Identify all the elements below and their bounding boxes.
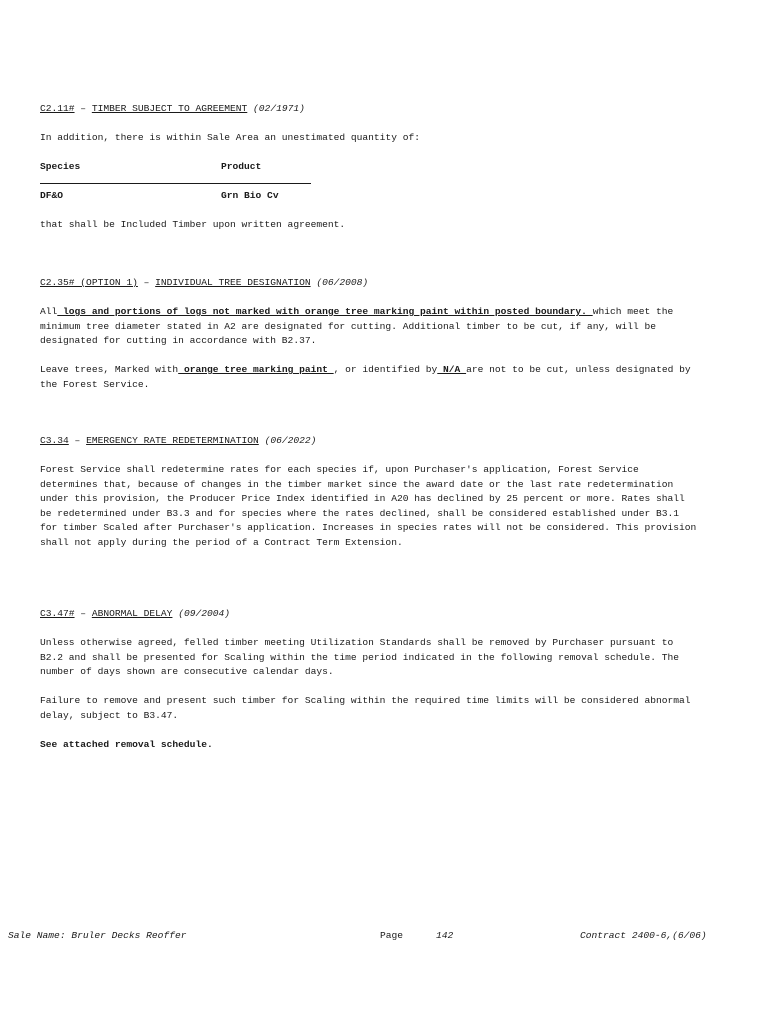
section-heading-c2-11 xyxy=(40,102,700,117)
paragraph-c3-47-failure: Failure to remove and present such timber for Scaling within the required time limits will be considered abnormal delay, subject to B3.47. xyxy=(40,695,691,721)
section-separator: – xyxy=(137,277,156,288)
section-code: C3.47# xyxy=(40,608,75,619)
footer-page-number: 142 xyxy=(436,930,454,941)
paragraph-c3-34-body: Forest Service shall redetermine rates for each species if, upon Purchaser's application, Forest Service determines that, because of changes in the timber market since the award date or the last rate redetermination under this provision, the Producer Price Index identified in A20 has declined by 25 percent or more. Rates shall be redetermined under B3.3 and for species where the rates declined, shall be considered established under B3.1 for timber Scaled after Purchaser's application. Increases in species rates will not be considered. This provision shall not apply during the period of a Contract Term Extension. xyxy=(40,464,697,548)
table-header-row xyxy=(40,160,700,175)
footer-page-label: Page xyxy=(380,930,404,941)
section-title: EMERGENCY RATE REDETERMINATION xyxy=(86,435,259,446)
footer-sale-name: Sale Name: Bruler Decks Reoffer xyxy=(8,930,187,941)
removal-schedule-note: See attached removal schedule. xyxy=(40,739,213,750)
section-date: (06/2008) xyxy=(316,277,369,288)
section-code: C2.11# xyxy=(40,103,75,114)
text-run: which meet the minimum tree diameter stated in A2 are designated for cutting. Additional timber to be cut, if any, will be designated for cutting in accordance with B2.37. xyxy=(40,306,674,347)
section-title: ABNORMAL DELAY xyxy=(91,608,173,619)
section-separator: – xyxy=(74,608,92,619)
text-run: , or identified by xyxy=(333,364,438,375)
table-header-species: Species xyxy=(40,161,81,172)
section-code: C2.35# (OPTION 1) xyxy=(40,277,138,288)
text-run: Leave trees, Marked with xyxy=(40,364,179,375)
text-run: are not to be cut, unless designated by the Forest Service. xyxy=(40,364,691,390)
footer-contract: Contract 2400-6,(6/06) xyxy=(580,930,707,941)
paragraph-c2-35-leave-trees xyxy=(40,363,700,392)
section-heading-c3-34 xyxy=(40,434,700,449)
fill-in-identified: N/A xyxy=(437,364,467,375)
section-title: INDIVIDUAL TREE DESIGNATION xyxy=(155,277,311,288)
paragraph-c2-35-designation xyxy=(40,305,700,349)
fill-in-marking: orange tree marking paint xyxy=(178,364,334,375)
section-title: TIMBER SUBJECT TO AGREEMENT xyxy=(91,103,248,114)
section-date: (02/1971) xyxy=(253,103,305,114)
paragraph-c2-11-intro: In addition, there is within Sale Area an unestimated quantity of: xyxy=(40,132,420,143)
table-header-product: Product xyxy=(221,161,262,172)
table-header-rule xyxy=(40,183,311,184)
paragraph-c2-11-outro: that shall be Included Timber upon written agreement. xyxy=(40,219,346,230)
table-cell-species: DF&O xyxy=(40,190,64,201)
section-date: (06/2022) xyxy=(264,435,317,446)
section-separator: – xyxy=(74,103,92,114)
fill-in-designation: logs and portions of logs not marked with orange tree marking paint within posted boundary. xyxy=(57,306,593,317)
section-heading-c2-35 xyxy=(40,276,700,291)
section-separator: – xyxy=(68,435,87,446)
paragraph-c3-47-body: Unless otherwise agreed, felled timber meeting Utilization Standards shall be removed by Purchaser pursuant to B2.2 and shall be presented for Scaling within the time period indicated in the following removal schedule. The number of days shown are consecutive calendar days. xyxy=(40,637,680,678)
table-cell-product: Grn Bio Cv xyxy=(221,190,279,201)
section-code: C3.34 xyxy=(40,435,69,446)
section-date: (09/2004) xyxy=(178,608,231,619)
section-heading-c3-47 xyxy=(40,607,700,622)
table-row xyxy=(40,189,700,204)
text-run: All xyxy=(40,306,58,317)
